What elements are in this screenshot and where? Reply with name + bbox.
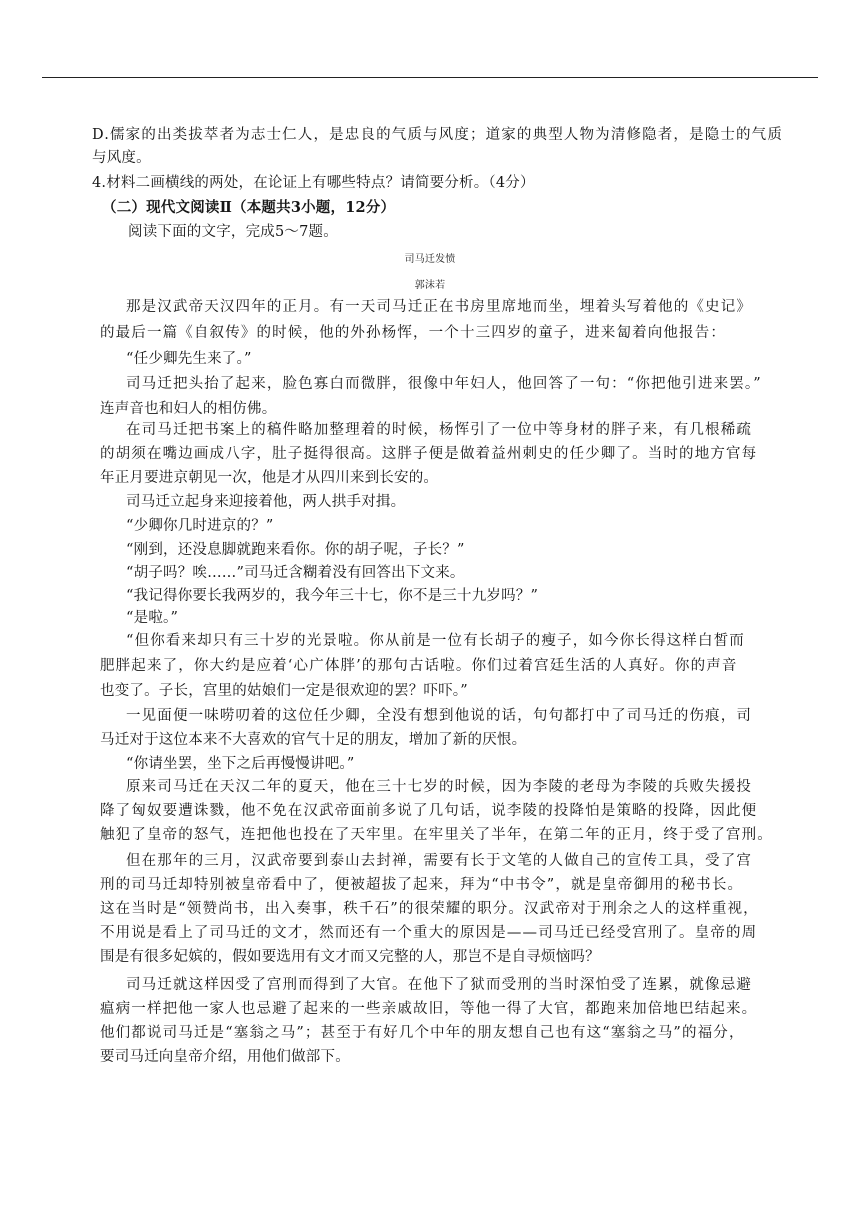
passage-line: “我记得你要长我两岁的，我今年三十七，你不是三十九岁吗？” (126, 588, 539, 604)
passage-line: “胡子吗？唉……”司马迁含糊着没有回答出下文来。 (126, 565, 465, 581)
passage-line: 刑的司马迁却特别被皇帝看中了，便被超拔了起来，拜为“中书令”，就是皇帝御用的秘书长。 (100, 877, 744, 893)
passage-line: “少卿你几时进京的？” (126, 518, 274, 534)
section-heading: （二）现代文阅读Ⅱ（本题共3小题，12分） (102, 199, 396, 216)
passage-line: 要司马迁向皇帝介绍，用他们做部下。 (100, 1049, 350, 1065)
passage-line: 但在那年的三月，汉武帝要到泰山去封禅，需要有长于文笔的人做自己的宣传工具，受了宫 (126, 853, 752, 869)
passage-line: 不用说是看上了司马迁的文才，然而还有一个重大的原因是——司马迁已经受宫刑了。皇帝的周 (100, 925, 758, 941)
passage-title: 司马迁发愤 (404, 254, 456, 265)
passage-line: 在司马迁把书案上的稿件略加整理着的时候，杨恽引了一位中等身材的胖子来，有几根稀疏 (126, 422, 752, 438)
passage-line: 触犯了皇帝的怒气，连把他也投在了天牢里。在牢里关了半年，在第二年的正月，终于受了宫刑。 (100, 827, 773, 843)
option-d-line2: 与风度。 (92, 150, 151, 166)
passage-line: 司马迁立起身来迎接着他，两人拱手对揖。 (126, 494, 406, 510)
passage-line: 的最后一篇《自叙传》的时候，他的外孙杨恽，一个十三四岁的童子，进来匐着向他报告： (100, 325, 726, 341)
passage-line: 的胡须在嘴边画成八字，肚子挺得很高。这胖子便是做着益州刺史的任少卿了。当时的地方官每 (100, 446, 758, 462)
passage-line: 降了匈奴要遭诛戮，他不免在汉武帝面前多说了几句话，说李陵的投降怕是策略的投降，因此便 (100, 803, 758, 819)
passage-line: “刚到，还没息脚就跑来看你。你的胡子呢，子长？” (126, 542, 465, 558)
passage-line: 司马迁就这样因受了宫刑而得到了大官。在他下了狱而受刑的当时深怕受了连累，就像忌避 (126, 977, 752, 993)
passage-line: “但你看来却只有三十岁的光景啦。你从前是一位有长胡子的瘦子，如今你长得这样白皙而 (126, 633, 745, 649)
passage-author: 郭沫若 (414, 280, 446, 291)
passage-line: 连声音也和妇人的相仿佛。 (100, 401, 277, 417)
passage-line: 司马迁把头抬了起来，脸色寡白而微胖，很像中年妇人，他回答了一句：“你把他引进来罢。” (126, 376, 762, 392)
passage-line: 一见面便一味唠叨着的这位任少卿，全没有想到他说的话，句句都打中了司马迁的伤痕，司 (126, 708, 752, 724)
passage-line: 肥胖起来了，你大约是应着‘心广体胖’的那句古话啦。你们过着宫廷生活的人真好。你的声音 (100, 658, 738, 674)
passage-line: 围是有很多妃嫔的，假如要选用有文才而又完整的人，那岂不是自寻烦恼吗？ (100, 949, 600, 965)
passage-line: 也变了。子长，宫里的姑娘们一定是很欢迎的罢？吓吓。” (100, 683, 468, 699)
passage-line: “任少卿先生来了。” (126, 351, 252, 367)
passage-line: 他们都说司马迁是“塞翁之马”；甚至于有好几个中年的朋友想自己也有这“塞翁之马”的福分， (100, 1025, 745, 1041)
question-4: 4.材料二画横线的两处，在论证上有哪些特点？请简要分析。（4分） (92, 175, 535, 191)
passage-line: 原来司马迁在天汉二年的夏天，他在三十七岁的时候，因为李陵的老母为李陵的兵败失援投 (126, 779, 752, 795)
passage-line: “是啦。” (126, 610, 179, 626)
passage-line: 那是汉武帝天汉四年的正月。有一天司马迁正在书房里席地而坐，埋着头写着他的《史记》 (126, 299, 752, 315)
passage-line: 瘟病一样把他一家人也忌避了起来的一些亲戚故旧，等他一得了大官，都跑来加倍地巴结起来。 (100, 1001, 758, 1017)
instruction: 阅读下面的文字，完成5～7题。 (128, 224, 338, 240)
passage-line: 这在当时是“领赞尚书，出入奏事，秩千石”的很荣耀的职分。汉武帝对于刑余之人的这样重视， (100, 901, 759, 917)
passage-line: “你请坐罢，坐下之后再慢慢讲吧。” (126, 756, 355, 772)
passage-line: 马迁对于这位本来不大喜欢的官气十足的朋友，增加了新的厌恨。 (100, 732, 527, 748)
option-d-line1: D.儒家的出类拔萃者为志士仁人，是忠良的气质与风度；道家的典型人物为清修隐者，是隐士的气质 (92, 127, 783, 143)
passage-line: 年正月要进京朝见一次，他是才从四川来到长安的。 (100, 470, 439, 486)
